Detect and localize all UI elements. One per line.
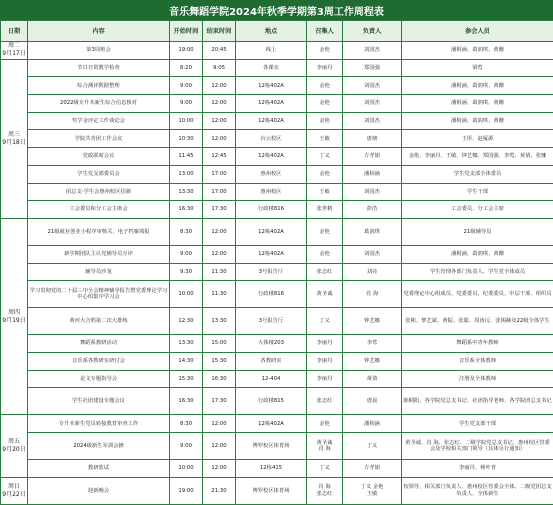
day-label: 周三 9月18日 xyxy=(1,59,28,218)
cell-location: 各教研室 xyxy=(236,352,307,370)
cell-content: 21级就业创业小程序审核关、电子档案填报 xyxy=(28,218,170,245)
schedule-row xyxy=(1,59,553,77)
cell-start-time: 11:45 xyxy=(170,148,203,166)
cell-start-time: 13:00 xyxy=(170,165,203,183)
cell-attendees: 学生党支部全体委员 xyxy=(402,165,553,183)
cell-content: 2022级专升本新生综合信息核对 xyxy=(28,95,170,113)
cell-responsible: 丁义 金艳 王敏 xyxy=(343,477,402,504)
cell-convener: 李丽丹 xyxy=(307,370,343,388)
cell-convener: 金艳 xyxy=(307,42,343,60)
cell-end-time: 11:30 xyxy=(203,281,236,308)
header-date: 日期 xyxy=(1,21,28,42)
cell-start-time: 10:00 xyxy=(170,112,203,130)
cell-start-time: 10:30 xyxy=(170,130,203,148)
cell-location: 博罗校区体育场 xyxy=(236,433,307,460)
cell-end-time: 11:30 xyxy=(203,263,236,281)
cell-end-time: 12:00 xyxy=(203,112,236,130)
cell-end-time: 20:45 xyxy=(203,42,236,60)
cell-end-time: 12:00 xyxy=(203,218,236,245)
cell-end-time: 17:30 xyxy=(203,388,236,415)
schedule-row xyxy=(1,335,553,353)
cell-location: 惠州校区 xyxy=(236,165,307,183)
cell-convener: 丁义 xyxy=(307,148,343,166)
cell-location: 12栋402A xyxy=(236,148,307,166)
cell-responsible: 刘国杰 xyxy=(343,95,402,113)
cell-start-time: 10:00 xyxy=(170,460,203,478)
cell-convener: 金艳 xyxy=(307,218,343,245)
cell-end-time: 12:00 xyxy=(203,433,236,460)
header-end-time: 结束时间 xyxy=(203,21,236,42)
cell-location: 12栋402A xyxy=(236,415,307,433)
header-convener: 召集人 xyxy=(307,21,343,42)
cell-start-time: 12:30 xyxy=(170,308,203,335)
cell-location: 12栋402A xyxy=(236,112,307,130)
cell-location: 台云校区 xyxy=(236,130,307,148)
cell-start-time: 19:00 xyxy=(170,477,203,504)
cell-location: 12-404 xyxy=(236,370,307,388)
cell-end-time: 15:00 xyxy=(203,335,236,353)
cell-location: 12栋402A xyxy=(236,95,307,113)
cell-convener: 黄圣诚 肖 海 xyxy=(307,433,343,460)
cell-content: 教研监试 xyxy=(28,460,170,478)
cell-attendees: 金艳、李丽丹、王敏、钟艺娜、郑国强、李莺、黄倩、张娜 xyxy=(402,148,553,166)
cell-attendees: 潘相涵、葛润琪、黄姗 xyxy=(402,95,553,113)
cell-responsible: 刘国杰 xyxy=(343,183,402,201)
cell-attendees: 王彤、赵厦源 xyxy=(402,130,553,148)
cell-end-time: 17:00 xyxy=(203,183,236,201)
cell-location: 各课室 xyxy=(236,59,307,77)
schedule-row xyxy=(1,95,553,113)
header-responsible: 负责人 xyxy=(343,21,402,42)
schedule-row xyxy=(1,165,553,183)
cell-start-time: 16:30 xyxy=(170,201,203,219)
cell-end-time: 12:00 xyxy=(203,415,236,433)
cell-location: 12栋415 xyxy=(236,460,307,478)
schedule-table xyxy=(0,20,553,505)
cell-content: 第3周班会 xyxy=(28,42,170,60)
cell-location: 行政楼816 xyxy=(236,281,307,308)
cell-end-time: 9:05 xyxy=(203,59,236,77)
schedule-row xyxy=(1,370,553,388)
cell-responsible: 刘国杰 xyxy=(343,245,402,263)
cell-convener: 金艳 xyxy=(307,77,343,95)
cell-start-time: 8:20 xyxy=(170,59,203,77)
cell-start-time: 9:00 xyxy=(170,95,203,113)
cell-convener: 金艳 xyxy=(307,112,343,130)
cell-responsible: 刘亮 xyxy=(343,263,402,281)
cell-convener: 黄圣诚 xyxy=(307,281,343,308)
cell-start-time: 9:00 xyxy=(170,245,203,263)
day-label: 周四 9月19日 xyxy=(1,218,28,414)
cell-attendees: 梁莺 xyxy=(402,59,553,77)
cell-content: 专升本新生党员转接教育审查工作 xyxy=(28,415,170,433)
cell-convener: 王敏 xyxy=(307,183,343,201)
cell-content: 辅导员沙龙 xyxy=(28,263,170,281)
cell-end-time: 12:45 xyxy=(203,148,236,166)
header-location: 地点 xyxy=(236,21,307,42)
cell-location: 博罗校区体育场 xyxy=(236,477,307,504)
cell-start-time: 15:30 xyxy=(170,370,203,388)
cell-responsible: 彭浩 xyxy=(343,201,402,219)
cell-location: 惠州校区 xyxy=(236,183,307,201)
cell-convener: 金艳 xyxy=(307,165,343,183)
cell-responsible: 郑国强 xyxy=(343,59,402,77)
cell-content: 学院共青团工作会议 xyxy=(28,130,170,148)
header-start-time: 开始时间 xyxy=(170,21,203,42)
schedule-row xyxy=(1,218,553,245)
cell-content: 论文专题指导会 xyxy=(28,370,170,388)
cell-content: 党政联席会议 xyxy=(28,148,170,166)
cell-attendees: 工会委员、分工会主席 xyxy=(402,201,553,219)
cell-responsible: 刘国杰 xyxy=(343,112,402,130)
cell-location: 行政楼816 xyxy=(236,201,307,219)
cell-start-time: 9:00 xyxy=(170,433,203,460)
cell-content: 新学期团队主认党辅导员互评 xyxy=(28,245,170,263)
cell-content: 奖学金评定工作谈论会 xyxy=(28,112,170,130)
cell-end-time: 12:00 xyxy=(203,460,236,478)
cell-convener: 王敏 xyxy=(307,130,343,148)
cell-content: 迎新晚会 xyxy=(28,477,170,504)
cell-end-time: 15:30 xyxy=(203,352,236,370)
schedule-row xyxy=(1,308,553,335)
cell-responsible: 丁义 xyxy=(343,433,402,460)
cell-convener: 金艳 xyxy=(307,245,343,263)
cell-responsible: 潘相涵 xyxy=(343,415,402,433)
cell-convener: 李丽丹 xyxy=(307,335,343,353)
cell-end-time: 13:30 xyxy=(203,308,236,335)
cell-start-time: 13:30 xyxy=(170,183,203,201)
cell-location: 12栋402A xyxy=(236,245,307,263)
cell-attendees: 21级辅导员 xyxy=(402,218,553,245)
cell-responsible: 钟艺娜 xyxy=(343,352,402,370)
cell-convener: 丁义 xyxy=(307,308,343,335)
cell-attendees: 学生管理各部门负责人、学生党全体成员 xyxy=(402,263,553,281)
cell-content: 黄河大合唱第二次大排练 xyxy=(28,308,170,335)
cell-location: 12栋402A xyxy=(236,77,307,95)
cell-responsible: 葛润琪 xyxy=(343,218,402,245)
cell-responsible: 李莺 xyxy=(343,335,402,353)
schedule-row xyxy=(1,352,553,370)
cell-responsible: 刘国杰 xyxy=(343,42,402,60)
cell-content: 2024级新生军训会操 xyxy=(28,433,170,460)
cell-convener: 张志红 xyxy=(307,263,343,281)
cell-responsible: 方孝娟 xyxy=(343,460,402,478)
cell-content: 学生社团建设专题会议 xyxy=(28,388,170,415)
cell-end-time: 16:30 xyxy=(203,370,236,388)
cell-attendees: 党委理论中心组成员、党委委员、纪委委员、中层干部、组织员 xyxy=(402,281,553,308)
cell-responsible: 方孝娟 xyxy=(343,148,402,166)
cell-responsible: 刘国杰 xyxy=(343,77,402,95)
header-content: 内容 xyxy=(28,21,170,42)
cell-start-time: 19:00 xyxy=(170,42,203,60)
schedule-title: 音乐舞蹈学院2024年秋季学期第3周工作周程表 xyxy=(0,0,553,20)
cell-convener: 李丽丹 xyxy=(307,59,343,77)
schedule-row xyxy=(1,245,553,263)
cell-attendees: 张彬、黎艺斌、黄振、张聪、周涛沅、张锡赫及22级全体学生 xyxy=(402,308,553,335)
cell-attendees: 舞蹈系中青年教师 xyxy=(402,335,553,353)
schedule-row xyxy=(1,460,553,478)
cell-attendees: 学生干部 xyxy=(402,183,553,201)
cell-start-time: 10:00 xyxy=(170,281,203,308)
cell-convener: 丁义 xyxy=(307,460,343,478)
cell-attendees: 陈桐阳、各学院党总支书记、社团指导老师、各学院团总支书记 xyxy=(402,388,553,415)
cell-convener: 张世精 xyxy=(307,201,343,219)
cell-attendees: 潘相涵、葛润琪、黄姗 xyxy=(402,245,553,263)
cell-location: 大体楼203 xyxy=(236,335,307,353)
cell-start-time: 13:30 xyxy=(170,335,203,353)
cell-content: 学生党支部委员会 xyxy=(28,165,170,183)
day-label: 周日 9月22日 xyxy=(1,477,28,504)
cell-content: 工会委员和分工会主席会 xyxy=(28,201,170,219)
cell-content: 舞蹈系教研活动 xyxy=(28,335,170,353)
cell-end-time: 12:00 xyxy=(203,77,236,95)
cell-responsible: 钟艺娜 xyxy=(343,308,402,335)
cell-start-time: 8:30 xyxy=(170,218,203,245)
cell-start-time: 9:30 xyxy=(170,263,203,281)
cell-end-time: 12:00 xyxy=(203,130,236,148)
schedule-row xyxy=(1,433,553,460)
cell-attendees: 校领导、相关部门负责人、惠州校区管委会全体、二级党团总支负责人、全体新生 xyxy=(402,477,553,504)
schedule-row xyxy=(1,112,553,130)
schedule-row xyxy=(1,183,553,201)
cell-attendees: 音乐系全体教师 xyxy=(402,352,553,370)
day-label: 周二 9月17日 xyxy=(1,42,28,60)
header-row xyxy=(1,21,553,42)
cell-content: 综合测评数据整理 xyxy=(28,77,170,95)
schedule-row xyxy=(1,388,553,415)
cell-convener: 金艳 xyxy=(307,415,343,433)
cell-content: 音乐系各教研室研讨会 xyxy=(28,352,170,370)
cell-attendees: 潘相涵、葛润琪、黄姗 xyxy=(402,112,553,130)
cell-location: 3号报告厅 xyxy=(236,308,307,335)
schedule-row xyxy=(1,281,553,308)
cell-location: 线上 xyxy=(236,42,307,60)
cell-content: 学习贯彻党的二十届三中全会精神辅导报告暨党委理论学习中心组集中学习会 xyxy=(28,281,170,308)
cell-attendees: 潘相涵、葛润琪、黄姗 xyxy=(402,77,553,95)
cell-end-time: 17:30 xyxy=(203,201,236,219)
cell-start-time: 14:30 xyxy=(170,352,203,370)
cell-start-time: 9:00 xyxy=(170,77,203,95)
schedule-row xyxy=(1,201,553,219)
cell-responsible: 唐塘 xyxy=(343,130,402,148)
cell-attendees: 潘相涵、葛润琪、黄姗 xyxy=(402,42,553,60)
cell-attendees: 学生党支部干部 xyxy=(402,415,553,433)
cell-location: 3号报告厅 xyxy=(236,263,307,281)
schedule-row xyxy=(1,42,553,60)
cell-end-time: 12:00 xyxy=(203,245,236,263)
cell-start-time: 16:30 xyxy=(170,388,203,415)
cell-convener: 李丽丹 xyxy=(307,352,343,370)
cell-location: 行政楼815 xyxy=(236,388,307,415)
cell-attendees: 黄圣诚、肖 海、张志红、二级学院党总支书记、惠州校区管委会及学校相关部门领导（具体另行通知） xyxy=(402,433,553,460)
cell-convener: 张志红 xyxy=(307,388,343,415)
schedule-row xyxy=(1,77,553,95)
day-label: 周五 9月20日 xyxy=(1,415,28,477)
schedule-row xyxy=(1,263,553,281)
schedule-row xyxy=(1,130,553,148)
cell-responsible: 黄倩 xyxy=(343,370,402,388)
cell-location: 12栋402A xyxy=(236,218,307,245)
cell-responsible: 潘相涵 xyxy=(343,165,402,183)
cell-attendees: 注册及全体教师 xyxy=(402,370,553,388)
schedule-row xyxy=(1,148,553,166)
header-attendees: 参会人员 xyxy=(402,21,553,42)
cell-start-time: 8:30 xyxy=(170,415,203,433)
cell-end-time: 17:00 xyxy=(203,165,236,183)
cell-end-time: 12:00 xyxy=(203,95,236,113)
cell-responsible: 唐晨 xyxy=(343,388,402,415)
cell-responsible: 肖 海 xyxy=(343,281,402,308)
cell-content: 节日日常教学检查 xyxy=(28,59,170,77)
schedule-row xyxy=(1,477,553,504)
schedule-row xyxy=(1,415,553,433)
cell-content: 团总支·学生会惠州校区招新 xyxy=(28,183,170,201)
cell-convener: 金艳 xyxy=(307,95,343,113)
cell-end-time: 21:30 xyxy=(203,477,236,504)
cell-convener: 肖 海 张志红 xyxy=(307,477,343,504)
cell-attendees: 李丽丹、杨叶青 xyxy=(402,460,553,478)
